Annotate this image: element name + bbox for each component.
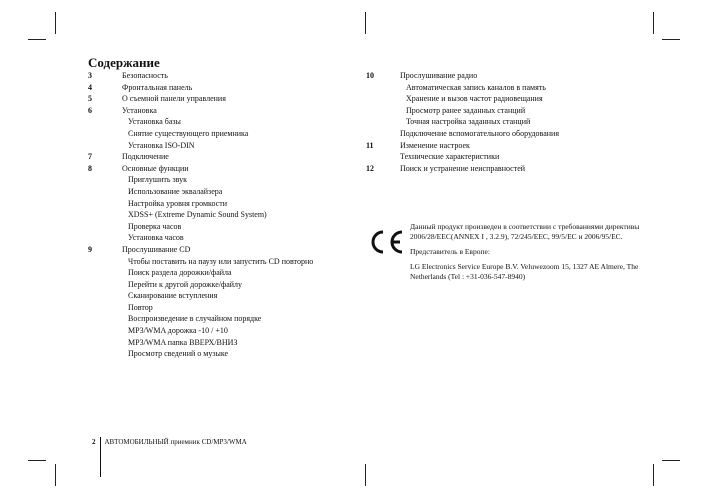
toc-subentry: [88, 221, 313, 233]
toc-subentry: [88, 279, 313, 291]
toc-subentry: [88, 256, 313, 268]
toc-entry: [366, 140, 559, 152]
toc-label: Прослушивание радио: [400, 71, 478, 80]
compliance-text: Данный продукт произведен в соответствии с требованиями директивы 2006/28/EEC(ANNEX I , 3.2.9), 72/245/EEC, 99/5/EC и 2006/95/EC.: [410, 222, 640, 241]
toc-label: Установка базы: [128, 117, 181, 127]
toc-label: Основные функции: [122, 163, 189, 173]
toc-entry: [88, 93, 313, 105]
crop-mark: [662, 39, 680, 40]
toc-entry: [366, 163, 559, 175]
toc-page-number: [88, 209, 122, 221]
toc-entry: [88, 105, 313, 117]
toc-subentry: [88, 209, 313, 221]
crop-mark: [653, 12, 654, 34]
toc-page-number: 3: [88, 71, 92, 80]
toc-page-number: [88, 337, 122, 349]
toc-label: Поиск и устранение неисправностей: [400, 163, 526, 173]
toc-label: MP3/WMA дорожка -10 / +10: [128, 326, 228, 336]
toc-subentry: [88, 174, 313, 186]
toc-label: Установка ISO-DIN: [128, 140, 195, 150]
toc-right-column: [366, 70, 559, 174]
toc-page-number: 8: [88, 163, 92, 173]
toc-page-number: 11: [366, 140, 374, 150]
crop-mark: [365, 12, 366, 34]
toc-subentry: [88, 186, 313, 198]
toc-label: Использование эквалайзера: [128, 186, 223, 196]
footer-text: АВТОМОБИЛЬНЫЙ приемник CD/MP3/WMA: [104, 438, 247, 446]
toc-label: Технические характеристики: [400, 152, 500, 162]
toc-page-number: [88, 116, 122, 128]
toc-label: Фронтальная панель: [122, 82, 193, 92]
toc-label: Настройка уровня громкости: [128, 198, 228, 208]
representative-label: Представитель в Европе:: [410, 247, 490, 256]
toc-page-number: [366, 128, 400, 140]
toc-label: Перейти к другой дорожке/файлу: [128, 279, 243, 289]
toc-label: Прослушивание CD: [122, 244, 191, 254]
page-footer: [92, 438, 247, 477]
toc-page-number: 6: [88, 105, 92, 115]
toc-entry: [366, 70, 559, 82]
toc-label: XDSS+ (Extreme Dynamic Sound System): [128, 210, 267, 220]
toc-page-number: [366, 105, 400, 117]
toc-page-number: 9: [88, 244, 92, 254]
toc-subentry: [88, 128, 313, 140]
toc-subentry: [366, 93, 559, 105]
toc-subentry: [366, 82, 559, 94]
toc-label: Воспроизведение в случайном порядке: [128, 314, 262, 324]
toc-entry: [88, 151, 313, 163]
ce-mark-icon: [367, 229, 405, 255]
toc-label: Поиск раздела дорожки/файла: [128, 268, 232, 278]
toc-subentry: [88, 302, 313, 314]
toc-page-number: [88, 302, 122, 314]
toc-subentry: [88, 348, 313, 360]
toc-subentry: [88, 116, 313, 128]
toc-entry: [366, 128, 559, 140]
toc-subentry: [88, 337, 313, 349]
toc-entry: [366, 151, 559, 163]
crop-mark: [365, 464, 366, 486]
compliance-notice: [410, 222, 642, 287]
toc-subentry: [366, 116, 559, 128]
toc-page-number: [366, 93, 400, 105]
toc-label: Проверка часов: [128, 221, 182, 231]
toc-page-number: [88, 348, 122, 360]
toc-label: Безопасность: [122, 71, 168, 80]
toc-label: Точная настройка заданных станций: [406, 117, 531, 127]
toc-page-number: [88, 279, 122, 291]
toc-label: Хранение и вызов частот радиовещания: [406, 94, 543, 104]
toc-left-column: [88, 70, 313, 360]
footer-divider: [100, 437, 101, 477]
toc-label: О съемной панели управления: [122, 94, 226, 104]
toc-subentry: [88, 290, 313, 302]
representative-address: LG Electronics Service Europe B.V. Veluwezoom 15, 1327 AE Almere, The Netherlands (Tel : +31-036-547-8940): [410, 262, 639, 281]
toc-label: Просмотр сведений о музыке: [128, 349, 229, 359]
crop-mark: [653, 464, 654, 486]
toc-page-number: [88, 140, 122, 152]
toc-page-number: [88, 232, 122, 244]
crop-mark: [55, 12, 56, 34]
toc-page-number: [366, 82, 400, 94]
toc-subentry: [88, 313, 313, 325]
toc-label: Установка: [122, 105, 157, 115]
toc-page-number: 12: [366, 163, 374, 173]
toc-label: Сканирование вступления: [128, 291, 218, 301]
toc-page-number: 5: [88, 94, 92, 104]
page-number: 2: [92, 438, 96, 446]
crop-mark: [662, 460, 680, 461]
toc-label: Установка часов: [128, 233, 184, 243]
toc-label: Просмотр ранее заданных станций: [406, 105, 526, 115]
toc-label: Повтор: [128, 302, 153, 312]
toc-entry: [88, 70, 313, 82]
toc-page-number: [88, 186, 122, 198]
toc-page-number: [88, 325, 122, 337]
toc-page-number: [366, 116, 400, 128]
page-title: Содержание: [88, 55, 160, 70]
toc-label: Подключение: [122, 152, 169, 162]
crop-mark: [55, 464, 56, 486]
toc-subentry: [88, 232, 313, 244]
toc-label: Автоматическая запись каналов в память: [406, 82, 546, 92]
toc-page-number: 7: [88, 152, 92, 162]
toc-page-number: [88, 174, 122, 186]
toc-page-number: 4: [88, 82, 92, 92]
toc-page-number: [88, 267, 122, 279]
toc-label: MP3/WMA папка ВВЕРХ/ВНИЗ: [128, 337, 238, 347]
toc-subentry: [88, 325, 313, 337]
crop-mark: [28, 460, 46, 461]
toc-subentry: [88, 267, 313, 279]
toc-page-number: [88, 256, 122, 268]
toc-page-number: [366, 151, 400, 163]
toc-page-number: [88, 313, 122, 325]
toc-label: Подключение вспомогательного оборудования: [400, 128, 559, 138]
toc-entry: [88, 244, 313, 256]
toc-subentry: [88, 198, 313, 210]
toc-page-number: [88, 290, 122, 302]
toc-page-number: [88, 128, 122, 140]
toc-label: Приглушить звук: [128, 175, 188, 185]
toc-label: Чтобы поставить на паузу или запустить CD повторно: [128, 256, 314, 266]
toc-subentry: [88, 140, 313, 152]
toc-entry: [88, 82, 313, 94]
toc-page-number: [88, 221, 122, 233]
toc-label: Изменение настроек: [400, 140, 470, 150]
toc-entry: [88, 163, 313, 175]
toc-page-number: [88, 198, 122, 210]
toc-page-number: 10: [366, 71, 374, 80]
toc-subentry: [366, 105, 559, 117]
crop-mark: [28, 39, 46, 40]
toc-label: Снятие существующего приемника: [128, 128, 249, 138]
